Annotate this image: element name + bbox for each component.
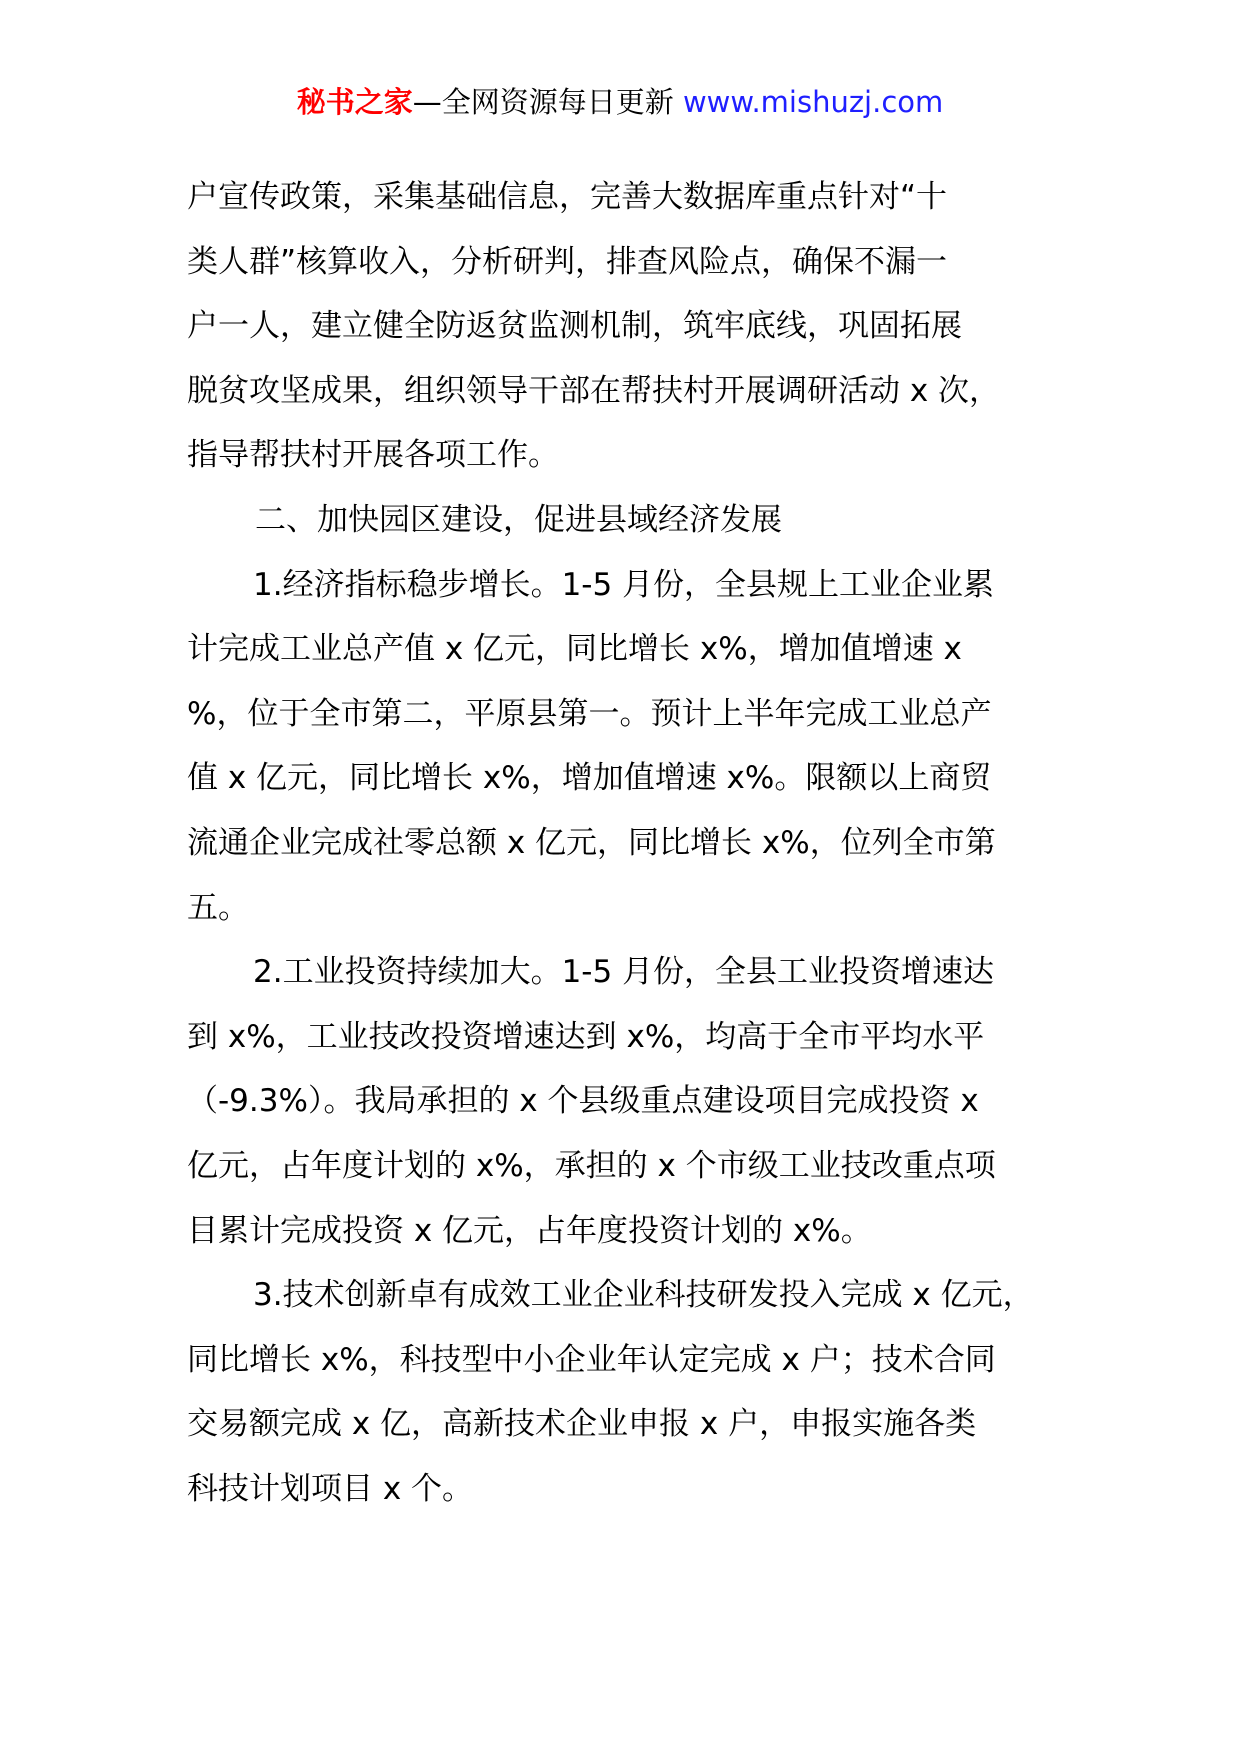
body-line: 值 x 亿元，同比增长 x%，增加值增速 x%。限额以上商贸: [187, 760, 992, 797]
site-url-link[interactable]: www.mishuzj.com: [682, 85, 944, 119]
body-line: 计完成工业总产值 x 亿元，同比增长 x%，增加值增速 x: [187, 631, 962, 668]
body-line: （-9.3%）。我局承担的 x 个县级重点建设项目完成投资 x: [187, 1083, 979, 1120]
body-line: 五。: [187, 889, 249, 926]
body-line: 交易额完成 x 亿，高新技术企业申报 x 户，申报实施各类: [187, 1406, 977, 1443]
document-body: [187, 165, 1087, 1521]
body-line: 流通企业完成社零总额 x 亿元，同比增长 x%，位列全市第: [187, 824, 996, 861]
body-line: 指导帮扶村开展各项工作。: [187, 437, 559, 474]
body-line: 户一人，建立健全防返贫监测机制，筑牢底线，巩固拓展: [187, 308, 962, 345]
section-heading: 二、加快园区建设，促进县域经济发展: [255, 501, 782, 538]
paragraph-first-line: 3.技术创新卓有成效工业企业科技研发投入完成 x 亿元，: [253, 1277, 1034, 1314]
body-line: %，位于全市第二，平原县第一。预计上半年完成工业总产: [187, 695, 992, 732]
body-line: 亿元，占年度计划的 x%，承担的 x 个市级工业技改重点项: [187, 1147, 996, 1184]
body-line: 目累计完成投资 x 亿元，占年度投资计划的 x%。: [187, 1212, 872, 1249]
body-line: 户宣传政策，采集基础信息，完善大数据库重点针对“十: [187, 179, 948, 215]
paragraph-first-line: 1.经济指标稳步增长。1-5 月份，全县规上工业企业累: [253, 566, 995, 603]
paragraph-first-line: 2.工业投资持续加大。1-5 月份，全县工业投资增速达: [253, 954, 995, 991]
body-line: 科技计划项目 x 个。: [187, 1470, 474, 1507]
body-line: 类人群”核算收入，分析研判，排查风险点，确保不漏一: [187, 243, 948, 280]
body-line: 同比增长 x%，科技型中小企业年认定完成 x 户；技术合同: [187, 1341, 996, 1378]
page-header: [0, 82, 1240, 122]
header-tagline: —全网资源每日更新: [412, 85, 683, 119]
body-line: 到 x%，工业技改投资增速达到 x%，均高于全市平均水平: [187, 1018, 985, 1055]
brand-name: 秘书之家: [296, 85, 413, 119]
body-line: 脱贫攻坚成果，组织领导干部在帮扶村开展调研活动 x 次，: [187, 372, 1001, 409]
